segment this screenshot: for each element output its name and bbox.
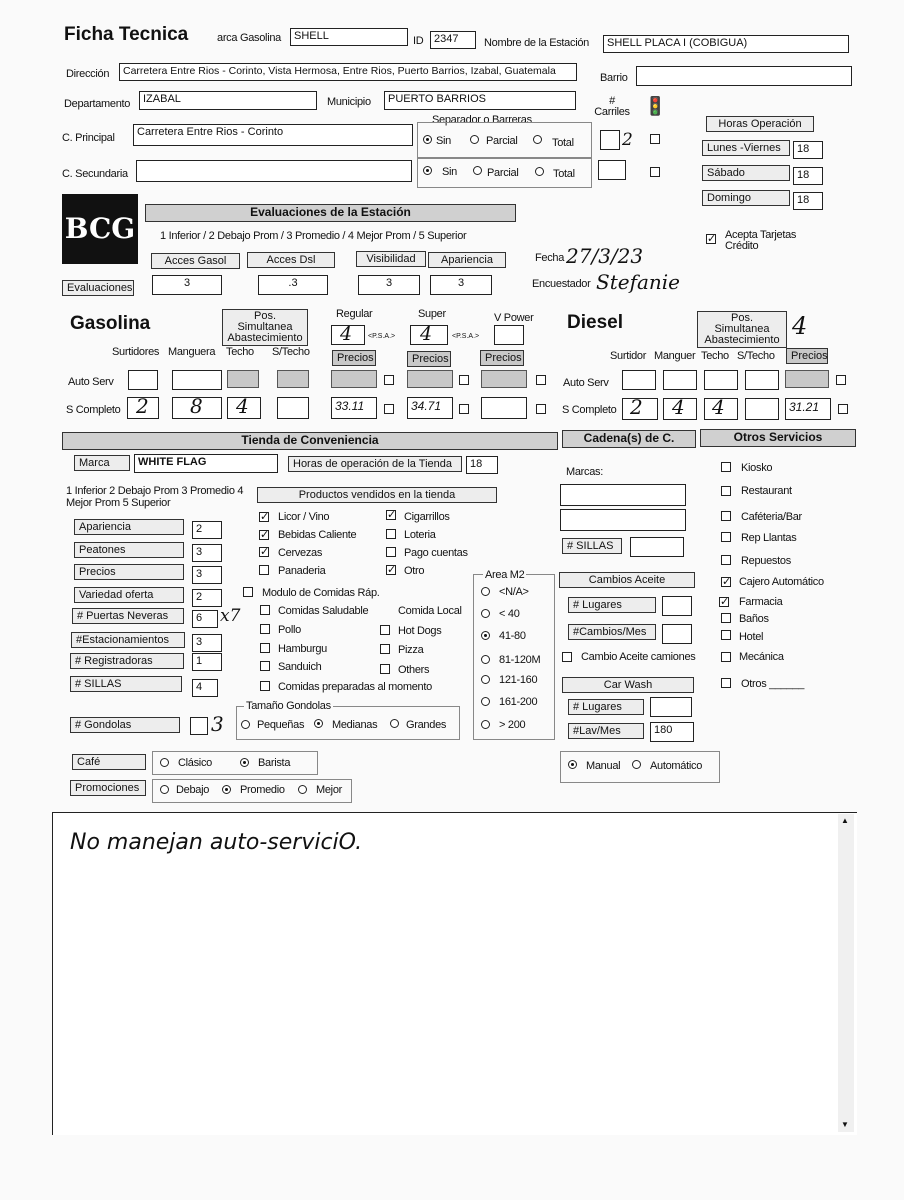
prod-cervezas-checkbox[interactable]: ✓ bbox=[260, 546, 270, 558]
tamano-gondolas-title: Tamaño Gondolas bbox=[246, 700, 331, 712]
tam-medianas-label: Medianas bbox=[332, 719, 378, 731]
puertas-handwritten: x7 bbox=[220, 606, 241, 626]
comidas-preparadas-checkbox[interactable] bbox=[260, 681, 270, 691]
cadenas-sillas-field[interactable] bbox=[630, 537, 684, 557]
area-40-radio[interactable] bbox=[481, 609, 490, 618]
separador2-parcial-radio[interactable] bbox=[473, 166, 482, 175]
area-40-label: < 40 bbox=[499, 608, 520, 620]
as-vpower-checkbox[interactable] bbox=[536, 375, 546, 385]
techo-header: Techo bbox=[226, 346, 254, 358]
separador-parcial-label: Parcial bbox=[486, 135, 518, 147]
area-na-label: <N/A> bbox=[499, 586, 529, 598]
mecanica-label: Mecánica bbox=[739, 651, 784, 663]
tarjetas-label: Acepta Tarjetas Crédito bbox=[725, 229, 797, 252]
diesel-precios-header: Precios bbox=[786, 348, 828, 364]
tienda-title: Tienda de Conveniencia bbox=[62, 432, 558, 450]
rating-precios-label: Precios bbox=[74, 564, 184, 580]
repuestos-checkbox[interactable] bbox=[721, 555, 731, 565]
departamento-field[interactable]: IZABAL bbox=[139, 91, 317, 110]
pollo-checkbox[interactable] bbox=[260, 624, 270, 634]
sc-super-checkbox[interactable] bbox=[459, 404, 469, 414]
stecho-header: S/Techo bbox=[272, 346, 310, 358]
rating-sillas-field[interactable]: 4 bbox=[192, 679, 218, 697]
area-200-radio[interactable] bbox=[481, 720, 490, 729]
prod-licor-label: Licor / Vino bbox=[278, 511, 330, 523]
others-checkbox[interactable] bbox=[380, 664, 390, 674]
rep-llantas-label: Rep Llantas bbox=[741, 532, 797, 544]
horas-sabado-label: Sábado bbox=[702, 165, 790, 181]
horas-domingo-label: Domingo bbox=[702, 190, 790, 206]
promo-debajo-radio[interactable] bbox=[160, 785, 169, 794]
vpower-field[interactable] bbox=[494, 325, 524, 345]
rating-estacionamientos-label: #Estacionamientos bbox=[71, 632, 185, 648]
d-as-checkbox[interactable] bbox=[836, 375, 846, 385]
d-as-price[interactable] bbox=[785, 370, 829, 388]
psa-regular: <P.S.A.> bbox=[368, 333, 396, 340]
marcas-field-2[interactable] bbox=[560, 509, 686, 531]
regular-value: 4 bbox=[340, 323, 353, 345]
area-41-80-radio[interactable] bbox=[481, 631, 490, 640]
c-principal-field[interactable]: Carretera Entre Rios - Corinto bbox=[133, 124, 413, 146]
barrio-label: Barrio bbox=[600, 72, 628, 84]
carriles-value: 2 bbox=[622, 130, 633, 150]
notes-text: No manejan auto-serviciO. bbox=[70, 830, 363, 855]
separador-total-radio[interactable] bbox=[533, 135, 542, 144]
rating-puertas-field[interactable]: 6 bbox=[192, 610, 218, 628]
precios-vpower-header: Precios bbox=[480, 350, 524, 366]
d-sc-stecho-field[interactable] bbox=[745, 398, 779, 420]
scroll-up-icon[interactable]: ▲ bbox=[841, 816, 849, 825]
surtidores-header: Surtidores bbox=[112, 346, 160, 358]
area-na-radio[interactable] bbox=[481, 587, 490, 596]
rating-peatones-label: Peatones bbox=[74, 542, 184, 558]
prod-bebidas-checkbox[interactable]: ✓ bbox=[260, 529, 270, 541]
hotdogs-label: Hot Dogs bbox=[398, 625, 442, 637]
rep-llantas-checkbox[interactable] bbox=[721, 532, 731, 542]
hotel-label: Hotel bbox=[739, 631, 764, 643]
cw-automatico-label: Automático bbox=[650, 760, 703, 772]
marca-field[interactable]: SHELL bbox=[290, 28, 408, 46]
separador2-total-radio[interactable] bbox=[535, 167, 544, 176]
rating-peatones-field[interactable]: 3 bbox=[192, 544, 222, 562]
evaluaciones-row-label: Evaluaciones bbox=[62, 280, 134, 296]
tam-pequenas-radio[interactable] bbox=[241, 720, 250, 729]
hotel-checkbox[interactable] bbox=[721, 630, 731, 640]
diesel-techo-header: Techo bbox=[701, 350, 729, 362]
cw-automatico-radio[interactable] bbox=[632, 760, 641, 769]
notes-scrollbar[interactable] bbox=[838, 814, 854, 1132]
visibilidad-label: Visibilidad bbox=[356, 251, 426, 267]
horas-lv-field[interactable]: 18 bbox=[793, 141, 823, 159]
evaluaciones-title: Evaluaciones de la Estación bbox=[145, 204, 516, 222]
carriles-field-1[interactable] bbox=[600, 130, 620, 150]
carriles-label: # Carriles bbox=[594, 95, 630, 118]
others-label: Others bbox=[398, 664, 430, 676]
tam-grandes-radio[interactable] bbox=[390, 719, 399, 728]
promo-mejor-radio[interactable] bbox=[298, 785, 307, 794]
rating-apariencia-label: Apariencia bbox=[74, 519, 184, 535]
apariencia-label: Apariencia bbox=[428, 252, 506, 268]
cafeteria-checkbox[interactable] bbox=[721, 511, 731, 521]
page-title: Ficha Tecnica bbox=[64, 24, 189, 45]
prod-pago-checkbox[interactable] bbox=[386, 547, 396, 557]
d-sc-surtidor-value: 2 bbox=[630, 395, 643, 419]
pizza-checkbox[interactable] bbox=[380, 644, 390, 654]
marcas-field-1[interactable] bbox=[560, 484, 686, 506]
id-field[interactable]: 2347 bbox=[430, 31, 476, 49]
separador-sin-radio[interactable] bbox=[423, 135, 432, 144]
vpower-label: V Power bbox=[494, 312, 534, 324]
lav-mes-label: #Lav/Mes bbox=[568, 723, 644, 739]
diesel-manguer-header: Manguer bbox=[654, 350, 696, 362]
d-as-techo-field[interactable] bbox=[704, 370, 738, 390]
rating-sillas-label: # SILLAS bbox=[70, 676, 182, 692]
separador-parcial-radio[interactable] bbox=[470, 135, 479, 144]
gondolas-field[interactable] bbox=[190, 717, 208, 735]
cadenas-title: Cadena(s) de C. bbox=[562, 430, 696, 448]
direccion-label: Dirección bbox=[66, 68, 110, 80]
acces-gasol-field[interactable]: 3 bbox=[152, 275, 222, 295]
as-stecho-field[interactable] bbox=[277, 370, 309, 388]
cadenas-sillas-label: # SILLAS bbox=[562, 538, 622, 554]
d-sc-techo-value: 4 bbox=[712, 395, 725, 419]
sanduich-checkbox[interactable] bbox=[260, 661, 270, 671]
prod-loteria-label: Loteria bbox=[404, 529, 436, 541]
productos-title: Productos vendidos en la tienda bbox=[257, 487, 497, 503]
auto-serv-label: Auto Serv bbox=[68, 376, 114, 388]
gasolina-title: Gasolina bbox=[70, 313, 151, 334]
prod-panaderia-label: Panaderia bbox=[278, 565, 326, 577]
sc-regular-checkbox[interactable] bbox=[384, 404, 394, 414]
separador2-sin-label: Sin bbox=[442, 166, 457, 178]
cajero-label: Cajero Automático bbox=[739, 576, 824, 588]
kiosko-label: Kiosko bbox=[741, 462, 773, 474]
cafe-barista-radio[interactable] bbox=[240, 758, 249, 767]
notes-textarea[interactable] bbox=[52, 812, 857, 1135]
cw-manual-label: Manual bbox=[586, 760, 621, 772]
restaurant-checkbox[interactable] bbox=[721, 486, 731, 496]
prod-cigarrillos-checkbox[interactable]: ✓ bbox=[387, 509, 397, 521]
horas-operacion-title: Horas Operación bbox=[706, 116, 814, 132]
cafe-label: Café bbox=[72, 754, 146, 770]
area-121-160-radio[interactable] bbox=[481, 675, 490, 684]
sc-vpower-checkbox[interactable] bbox=[536, 404, 546, 414]
repuestos-label: Repuestos bbox=[741, 555, 791, 567]
prod-bebidas-label: Bebidas Caliente bbox=[278, 529, 357, 541]
d-sc-price[interactable]: 31.21 bbox=[785, 398, 831, 420]
horas-sabado-field[interactable]: 18 bbox=[793, 167, 823, 185]
cambios-mes-label: #Cambios/Mes bbox=[568, 624, 656, 640]
fecha-label: Fecha bbox=[535, 252, 565, 264]
sc-super-price[interactable]: 34.71 bbox=[407, 397, 453, 419]
d-as-manguer-field[interactable] bbox=[663, 370, 697, 390]
c-principal-label: C. Principal bbox=[62, 132, 115, 144]
sc-vpower-price[interactable] bbox=[481, 397, 527, 419]
bcg-logo: BCG bbox=[62, 194, 138, 264]
fecha-value: 27/3/23 bbox=[566, 244, 644, 268]
rating-estacionamientos-field[interactable]: 3 bbox=[192, 634, 222, 652]
hamburgu-checkbox[interactable] bbox=[260, 643, 270, 653]
nombre-field[interactable]: SHELL PLACA I (COBIGUA) bbox=[603, 35, 849, 53]
encuestador-label: Encuestador bbox=[532, 278, 591, 290]
hamburgu-label: Hamburgu bbox=[278, 643, 327, 655]
as-regular-price[interactable] bbox=[331, 370, 377, 388]
as-surtidores-field[interactable] bbox=[128, 370, 158, 390]
prod-panaderia-checkbox[interactable] bbox=[259, 565, 269, 575]
d-as-surtidor-field[interactable] bbox=[622, 370, 656, 390]
as-super-price[interactable] bbox=[407, 370, 453, 388]
gondolas-label: # Gondolas bbox=[70, 717, 180, 733]
diesel-auto-serv-label: Auto Serv bbox=[563, 377, 609, 389]
rating-registradoras-field[interactable]: 1 bbox=[192, 653, 222, 671]
prod-licor-checkbox[interactable]: ✓ bbox=[260, 511, 270, 523]
carriles-field-2[interactable] bbox=[598, 160, 626, 180]
tam-medianas-radio[interactable] bbox=[314, 719, 323, 728]
cafe-clasico-radio[interactable] bbox=[160, 758, 169, 767]
as-regular-checkbox[interactable] bbox=[384, 375, 394, 385]
d-as-stecho-field[interactable] bbox=[745, 370, 779, 390]
carriles-checkbox-1[interactable] bbox=[650, 134, 660, 144]
pollo-label: Pollo bbox=[278, 624, 301, 636]
tam-pequenas-label: Pequeñas bbox=[257, 719, 305, 731]
precios-regular-header: Precios bbox=[332, 350, 376, 366]
area-81-120-radio[interactable] bbox=[481, 655, 490, 664]
separador-total-label: Total bbox=[552, 137, 574, 149]
id-label: ID bbox=[413, 35, 424, 47]
lav-mes-field[interactable]: 180 bbox=[650, 722, 694, 742]
s-completo-label: S Completo bbox=[66, 404, 121, 416]
super-value: 4 bbox=[420, 323, 433, 345]
area-161-200-label: 161-200 bbox=[499, 696, 538, 708]
sc-stecho-field[interactable] bbox=[277, 397, 309, 419]
acces-dsl-field[interactable]: .3 bbox=[258, 275, 328, 295]
area-41-80-label: 41-80 bbox=[499, 630, 526, 642]
regular-label: Regular bbox=[336, 308, 373, 320]
as-vpower-price[interactable] bbox=[481, 370, 527, 388]
traffic-light-icon: 🚦 bbox=[644, 96, 667, 116]
separador2-parcial-label: Parcial bbox=[487, 167, 519, 179]
acces-dsl-label: Acces Dsl bbox=[247, 252, 335, 268]
comida-saludable-label: Comidas Saludable bbox=[278, 605, 369, 617]
municipio-label: Municipio bbox=[327, 96, 371, 108]
apariencia-field[interactable]: 3 bbox=[430, 275, 492, 295]
area-title: Area M2 bbox=[485, 569, 525, 581]
tienda-horas-label: Horas de operación de la Tienda bbox=[288, 456, 462, 472]
c-secundaria-field[interactable] bbox=[136, 160, 412, 182]
rating-variedad-label: Variedad oferta bbox=[74, 587, 184, 603]
modulo-label: Modulo de Comidas Ráp. bbox=[262, 587, 380, 599]
encuestador-value: Stefanie bbox=[596, 270, 681, 294]
separador-sin-label: Sin bbox=[436, 135, 451, 147]
prod-loteria-checkbox[interactable] bbox=[386, 529, 396, 539]
comidas-preparadas-label: Comidas preparadas al momento bbox=[278, 681, 432, 693]
psa-super: <P.S.A.> bbox=[452, 333, 480, 340]
carwash-lugares-field[interactable] bbox=[650, 697, 692, 717]
sc-regular-price[interactable]: 33.11 bbox=[331, 397, 377, 419]
manguera-header: Manguera bbox=[168, 346, 216, 358]
restaurant-label: Restaurant bbox=[741, 485, 792, 497]
banos-checkbox[interactable] bbox=[721, 613, 731, 623]
rating-apariencia-field[interactable]: 2 bbox=[192, 521, 222, 539]
otros-label: Otros ______ bbox=[741, 678, 805, 690]
rating-registradoras-label: # Registradoras bbox=[70, 653, 184, 669]
camiones-label: Cambio Aceite camiones bbox=[581, 651, 696, 663]
cambios-aceite-title: Cambios Aceite bbox=[559, 572, 695, 588]
separador2-sin-radio[interactable] bbox=[423, 166, 432, 175]
municipio-field[interactable]: PUERTO BARRIOS bbox=[384, 91, 576, 110]
prod-otro-checkbox[interactable]: ✓ bbox=[387, 564, 397, 576]
precios-super-header: Precios bbox=[407, 351, 451, 367]
area-161-200-radio[interactable] bbox=[481, 697, 490, 706]
carriles-checkbox-2[interactable] bbox=[650, 167, 660, 177]
promo-promedio-radio[interactable] bbox=[222, 785, 231, 794]
visibilidad-field[interactable]: 3 bbox=[358, 275, 420, 295]
separador-title: Separador o Barreras bbox=[432, 114, 532, 126]
barrio-field[interactable] bbox=[636, 66, 852, 86]
rating-precios-field[interactable]: 3 bbox=[192, 566, 222, 584]
sc-surtidores-value: 2 bbox=[136, 394, 149, 418]
as-super-checkbox[interactable] bbox=[459, 375, 469, 385]
as-manguera-field[interactable] bbox=[172, 370, 222, 390]
tienda-scale: 1 Inferior 2 Debajo Prom 3 Promedio 4 Mejor Prom 5 Superior bbox=[66, 485, 244, 509]
c-secundaria-label: C. Secundaria bbox=[62, 168, 128, 180]
area-121-160-label: 121-160 bbox=[499, 674, 538, 686]
sanduich-label: Sanduich bbox=[278, 661, 322, 673]
carwash-title: Car Wash bbox=[562, 677, 694, 693]
d-sc-manguer-value: 4 bbox=[672, 395, 685, 419]
marca-label: arca Gasolina bbox=[217, 32, 281, 44]
cambios-lugares-label: # Lugares bbox=[568, 597, 656, 613]
area-81-120-label: 81-120M bbox=[499, 654, 541, 666]
farmacia-label: Farmacia bbox=[739, 596, 783, 608]
marcas-label: Marcas: bbox=[566, 466, 604, 478]
promo-promedio-label: Promedio bbox=[240, 784, 285, 796]
cafeteria-label: Caféteria/Bar bbox=[741, 511, 802, 523]
tienda-marca-field[interactable]: WHITE FLAG bbox=[134, 454, 278, 473]
sc-techo-value: 4 bbox=[236, 394, 249, 418]
diesel-s-completo-label: S Completo bbox=[562, 404, 617, 416]
kiosko-checkbox[interactable] bbox=[721, 462, 731, 472]
area-200-label: > 200 bbox=[499, 719, 526, 731]
cw-manual-radio[interactable] bbox=[568, 760, 577, 769]
rating-puertas-label: # Puertas Neveras bbox=[72, 608, 184, 624]
tam-grandes-label: Grandes bbox=[406, 719, 447, 731]
cafe-group bbox=[152, 751, 318, 775]
prod-cervezas-label: Cervezas bbox=[278, 547, 323, 559]
gondolas-value: 3 bbox=[211, 712, 224, 736]
diesel-title: Diesel bbox=[567, 312, 623, 333]
prod-cigarrillos-label: Cigarrillos bbox=[404, 511, 450, 523]
horas-lv-label: Lunes -Viernes bbox=[702, 140, 790, 156]
acces-gasol-label: Acces Gasol bbox=[151, 253, 240, 269]
gasolina-pos-label: Pos. Simultanea Abastecimiento bbox=[222, 309, 308, 346]
cambios-mes-field[interactable] bbox=[662, 624, 692, 644]
carwash-lugares-label: # Lugares bbox=[568, 699, 644, 715]
comida-saludable-checkbox[interactable] bbox=[260, 605, 270, 615]
departamento-label: Departamento bbox=[64, 98, 131, 110]
scroll-down-icon[interactable]: ▼ bbox=[841, 1120, 849, 1129]
d-sc-checkbox[interactable] bbox=[838, 404, 848, 414]
cambios-lugares-field[interactable] bbox=[662, 596, 692, 616]
cajero-checkbox[interactable]: ✓ bbox=[722, 576, 732, 588]
farmacia-checkbox[interactable]: ✓ bbox=[720, 596, 730, 608]
comida-local-label: Comida Local bbox=[398, 605, 462, 617]
sc-manguera-value: 8 bbox=[190, 394, 203, 418]
modulo-checkbox[interactable] bbox=[243, 587, 253, 597]
horas-domingo-field[interactable]: 18 bbox=[793, 192, 823, 210]
otros-checkbox[interactable] bbox=[721, 678, 731, 688]
pizza-label: Pizza bbox=[398, 644, 424, 656]
promociones-label: Promociones bbox=[70, 780, 146, 796]
otros-title: Otros Servicios bbox=[700, 429, 856, 447]
tienda-horas-field[interactable]: 18 bbox=[466, 456, 498, 474]
super-label: Super bbox=[418, 308, 446, 320]
separador2-total-label: Total bbox=[553, 168, 575, 180]
as-techo-field[interactable] bbox=[227, 370, 259, 388]
promo-debajo-label: Debajo bbox=[176, 784, 210, 796]
diesel-pos-label: Pos. Simultanea Abastecimiento bbox=[697, 311, 787, 348]
cafe-clasico-label: Clásico bbox=[178, 757, 212, 769]
tienda-marca-label: Marca bbox=[74, 455, 130, 471]
prod-otro-label: Otro bbox=[404, 565, 425, 577]
rating-variedad-field[interactable]: 2 bbox=[192, 589, 222, 607]
diesel-pos-value: 4 bbox=[792, 312, 808, 340]
diesel-surtidor-header: Surtidor bbox=[610, 350, 647, 362]
direccion-field[interactable]: Carretera Entre Rios - Corinto, Vista Hermosa, Entre Rios, Puerto Barrios, Izabal, Guatemala bbox=[119, 63, 577, 81]
nombre-label: Nombre de la Estación bbox=[484, 37, 589, 49]
mecanica-checkbox[interactable] bbox=[721, 652, 731, 662]
hotdogs-checkbox[interactable] bbox=[380, 625, 390, 635]
camiones-checkbox[interactable] bbox=[562, 652, 572, 662]
tarjetas-checkbox[interactable]: ✓ bbox=[707, 233, 717, 245]
diesel-stecho-header: S/Techo bbox=[737, 350, 775, 362]
evaluaciones-scale: 1 Inferior / 2 Debajo Prom / 3 Promedio / 4 Mejor Prom / 5 Superior bbox=[160, 230, 467, 242]
promo-mejor-label: Mejor bbox=[316, 784, 343, 796]
cafe-barista-label: Barista bbox=[258, 757, 291, 769]
banos-label: Baños bbox=[739, 613, 769, 625]
prod-pago-label: Pago cuentas bbox=[404, 547, 468, 559]
